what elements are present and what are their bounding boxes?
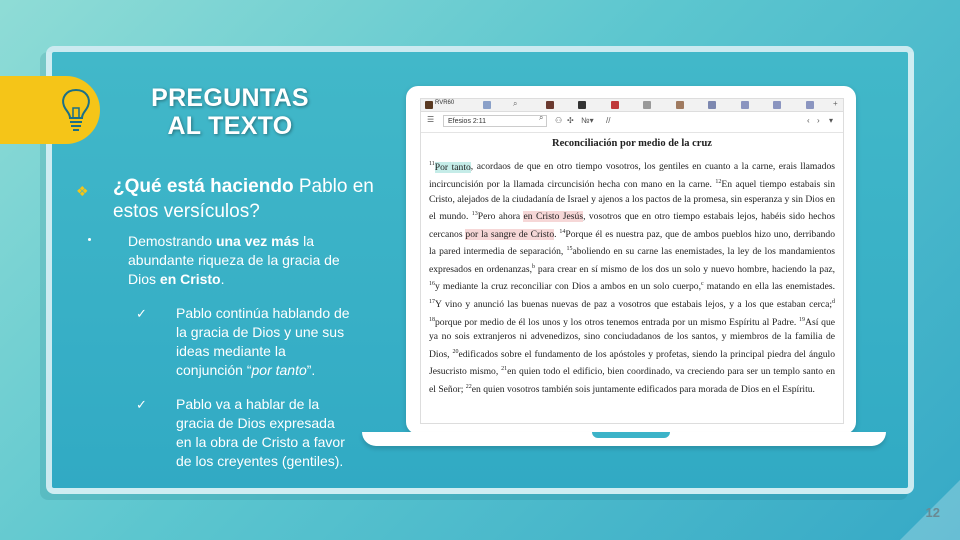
tab-bar	[421, 99, 843, 112]
lightbulb-icon	[56, 86, 96, 134]
tab-icon[interactable]	[546, 101, 554, 109]
people-icon[interactable]: ⚇	[555, 116, 563, 125]
sub-point-1-text	[176, 304, 351, 380]
question-text	[113, 174, 378, 224]
menu-icon[interactable]: ☰	[427, 115, 435, 124]
tab-icon[interactable]	[611, 101, 619, 109]
chevron-down-icon[interactable]: ▾	[829, 116, 834, 125]
search-icon[interactable]: ⌕	[539, 113, 544, 122]
tab-icon[interactable]	[806, 101, 814, 109]
tab-icon[interactable]	[483, 101, 491, 109]
tab-icon[interactable]	[708, 101, 716, 109]
forward-arrow-icon[interactable]: ›	[817, 116, 820, 125]
sub-point-2-text: Pablo va a hablar de la gracia de Dios expresada en la obra de Cristo a favor de los creyentes (gentiles).	[176, 396, 345, 469]
answer-mid: la abundante riqueza de la gracia de Dios	[128, 233, 340, 287]
sub1-pre: Pablo continúa hablando de la gracia de Dios y une sus ideas mediante la conjunción “	[176, 305, 350, 378]
title-line-1: PREGUNTAS	[151, 84, 309, 112]
app-toolbar	[421, 112, 843, 133]
answer-text	[128, 232, 358, 289]
answer-bold-2: en Cristo	[159, 271, 221, 287]
add-tab-icon[interactable]: +	[833, 99, 838, 108]
question-rest: Pablo en estos versículos?	[113, 176, 374, 222]
page-number: 12	[925, 505, 940, 520]
format-icon[interactable]: №▾	[581, 116, 594, 125]
passage-heading: Reconciliación por medio de la cruz	[552, 138, 712, 149]
tab-icon[interactable]	[643, 101, 651, 109]
bible-text	[429, 137, 835, 397]
tab-icon[interactable]	[741, 101, 749, 109]
diamond-bullet-icon: ❖	[76, 183, 89, 199]
checkmark-icon: ✓	[136, 397, 147, 412]
dot-bullet-icon	[88, 238, 91, 241]
parallel-icon[interactable]: //	[606, 116, 611, 125]
reference-input[interactable]: Efesios 2:11	[443, 115, 547, 127]
book-icon	[425, 101, 433, 109]
bible-app-window	[420, 98, 844, 424]
title-line-2: AL TEXTO	[167, 112, 293, 140]
laptop-screen	[406, 86, 856, 434]
answer-bold-1: una vez más	[215, 233, 300, 249]
slide-title	[130, 84, 330, 140]
back-arrow-icon[interactable]: ‹	[807, 116, 810, 125]
sub1-italic: por tanto	[251, 362, 307, 378]
passage-body: $^{11}$Por tanto, acordaos de que en otro tiempo vosotros, los gentiles en cuanto a la carne, erais llamados incircuncisión por la llamada circuncisión hecha con mano en la carne. $^{12}$En aquel tiempo estabais sin Cristo, alejados de la ciudadanía de Israel y ajenos a los pactos de la promesa, sin esperanza y sin Dios en el mundo. $^{13}$Pero ahora en Cristo Jesús, vosotros que en otro tiempo estabais lejos, habéis sido hechos cercanos por la sangre de Cristo. $^{14}$Porque él es nuestra paz, que de ambos pueblos hizo uno, derribando la pared intermedia de separación, $^{15}$aboliendo en su carne las enemistades, la ley de los mandamientos expresados en ordenanzas,$^b$ para crear en sí mismo de los dos un solo y nuevo hombre, haciendo la paz, $^{16}$y mediante la cruz reconciliar con Dios a ambos en un solo cuerpo,$^c$ matando en ella las enemistades. $^{17}$Y vino y anunció las buenas nuevas de paz a vosotros que estabais lejos, y a los que estaban cerca;$^d$ $^{18}$porque por medio de él los unos y los otros tenemos entrada por un mismo Espíritu al Padre. $^{19}$Así que ya no sois extranjeros ni advenedizos, sino conciudadanos de los santos, y miembros de la familia de Dios, $^{20}$edificados sobre el fundamento de los apóstoles y profetas, siendo la principal piedra del ángulo Jesucristo mismo, $^{21}$en quien todo el edificio, bien coordinado, va creciendo para ser un templo santo en el Señor; $^{22}$en quien vosotros también sois juntamente edificados para morada de Dios en el Espíritu.	[429, 161, 836, 395]
laptop-notch	[592, 432, 670, 438]
checkmark-icon: ✓	[136, 306, 147, 321]
version-tab[interactable]: RVR60	[435, 100, 455, 106]
tab-icon[interactable]	[578, 101, 586, 109]
search-icon[interactable]: ⌕	[513, 99, 518, 108]
tab-icon[interactable]	[676, 101, 684, 109]
question-bold: ¿Qué está haciendo	[113, 176, 294, 197]
answer-post: .	[220, 271, 225, 287]
sub1-post: ”.	[306, 362, 316, 378]
answer-pre: Demostrando	[128, 233, 216, 249]
share-icon[interactable]: ✣	[567, 116, 574, 125]
tab-icon[interactable]	[773, 101, 781, 109]
